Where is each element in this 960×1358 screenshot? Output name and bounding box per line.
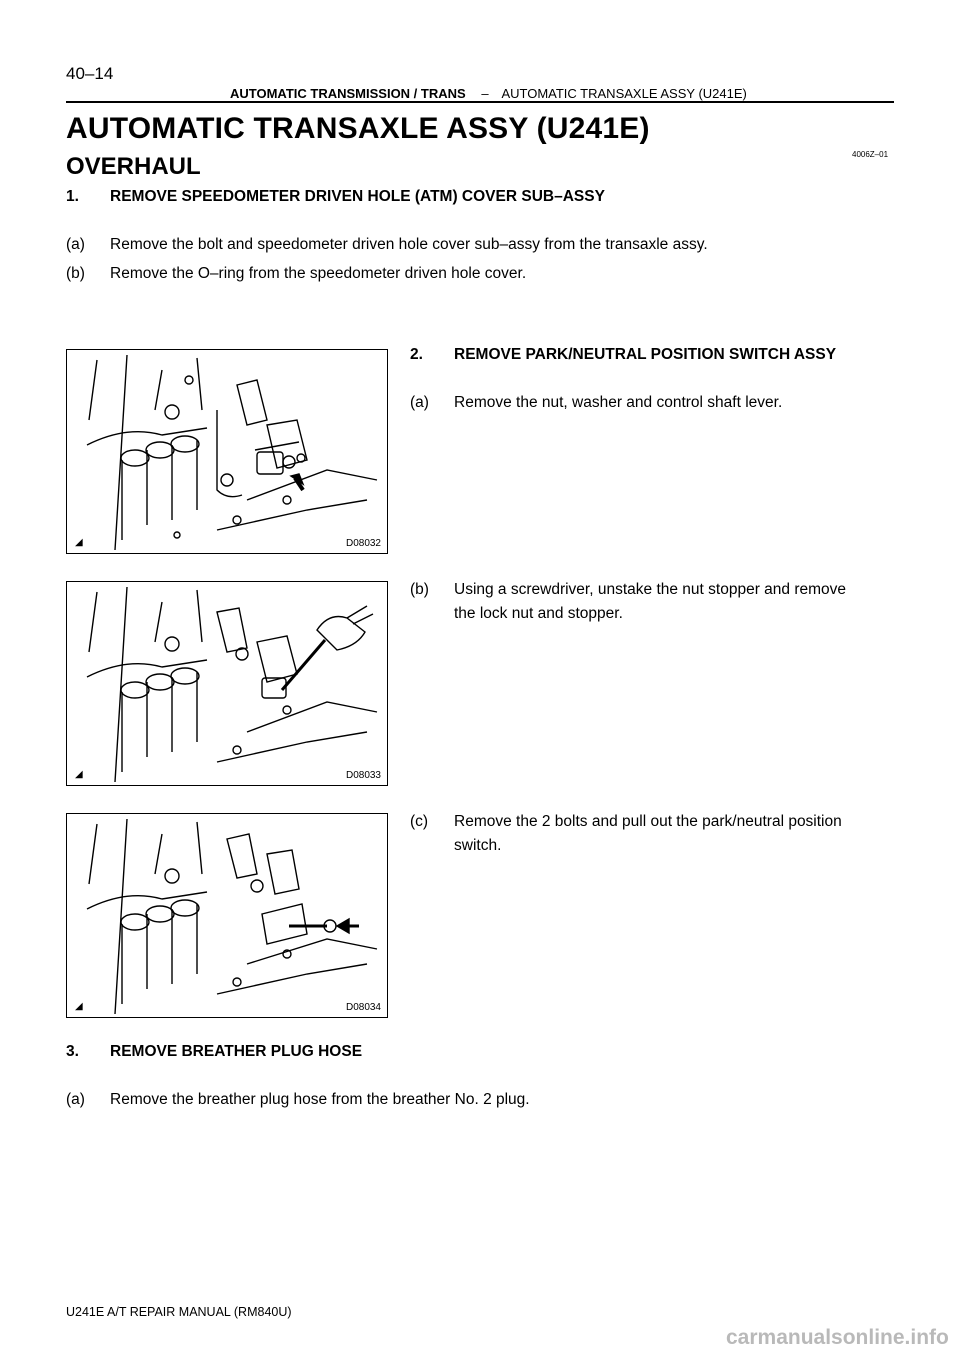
step-1a-marker: (a) [66, 236, 85, 253]
step-3a-text: Remove the breather plug hose from the breather No. 2 plug. [110, 1091, 530, 1108]
transaxle-illustration-2 [67, 582, 387, 784]
watermark: carmanualsonline.info [726, 1326, 949, 1349]
step-2b-marker: (b) [410, 581, 429, 598]
step-1b [66, 262, 906, 286]
step-1a [66, 233, 906, 257]
figure-3-mark: ◢ [75, 1001, 83, 1012]
running-header [230, 86, 747, 101]
page-title: AUTOMATIC TRANSAXLE ASSY (U241E) [66, 112, 650, 145]
step-2c-line-2: switch. [454, 837, 502, 854]
step-3-title [66, 1043, 362, 1061]
step-2a [410, 391, 900, 415]
step-1-title [66, 188, 605, 206]
footer-manual-reference: U241E A/T REPAIR MANUAL (RM840U) [66, 1305, 292, 1319]
figure-3-code: D08034 [345, 1002, 381, 1013]
step-2b [410, 578, 900, 626]
figure-2-code: D08033 [345, 770, 381, 781]
header-section: AUTOMATIC TRANSMISSION / TRANS [230, 86, 466, 101]
step-2-number: 2. [410, 346, 423, 363]
figure-d08034 [66, 813, 388, 1018]
figure-2-mark: ◢ [75, 769, 83, 780]
step-2c [410, 810, 900, 858]
figure-1-code: D08032 [345, 538, 381, 549]
page-number: 40–14 [66, 64, 114, 83]
document-code: 4006Z–01 [852, 150, 889, 159]
step-3a [66, 1088, 906, 1112]
step-1b-marker: (b) [66, 265, 85, 282]
step-2c-line-1: Remove the 2 bolts and pull out the park/neutral position [454, 813, 842, 830]
subsection-title: OVERHAUL [66, 153, 201, 180]
header-divider [66, 101, 894, 103]
step-1b-text: Remove the O–ring from the speedometer driven hole cover. [110, 265, 527, 282]
header-subsection: AUTOMATIC TRANSAXLE ASSY (U241E) [501, 86, 747, 101]
step-2c-marker: (c) [410, 813, 429, 830]
step-2-label: REMOVE PARK/NEUTRAL POSITION SWITCH ASSY [454, 346, 837, 363]
transaxle-illustration-3 [67, 814, 387, 1016]
figure-d08033 [66, 581, 388, 786]
transaxle-illustration-1 [67, 350, 387, 552]
header-separator: – [481, 86, 489, 101]
step-3a-marker: (a) [66, 1091, 85, 1108]
step-1-number: 1. [66, 188, 79, 205]
step-2a-marker: (a) [410, 394, 429, 411]
step-1-label: REMOVE SPEEDOMETER DRIVEN HOLE (ATM) COVER SUB–ASSY [110, 188, 605, 205]
figure-d08032 [66, 349, 388, 554]
step-2a-text: Remove the nut, washer and control shaft lever. [454, 394, 783, 411]
step-2-title [410, 346, 836, 364]
step-2b-line-1: Using a screwdriver, unstake the nut stopper and remove [454, 581, 847, 598]
step-2b-line-2: the lock nut and stopper. [454, 605, 623, 622]
step-3-number: 3. [66, 1043, 79, 1060]
step-3-label: REMOVE BREATHER PLUG HOSE [110, 1043, 363, 1060]
figure-1-mark: ◢ [75, 537, 83, 548]
step-1a-text: Remove the bolt and speedometer driven hole cover sub–assy from the transaxle assy. [110, 236, 708, 253]
